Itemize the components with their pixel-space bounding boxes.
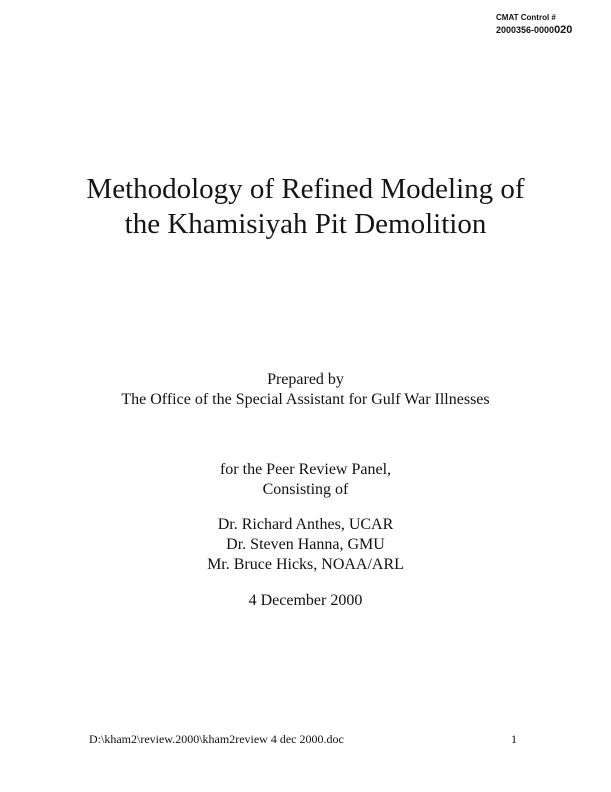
document-title xyxy=(0,172,611,242)
panel-members-list xyxy=(0,515,611,575)
document-date xyxy=(0,591,611,611)
panel-member: Dr. Richard Anthes, UCAR xyxy=(217,516,394,533)
control-number-main: 2000356-0000 xyxy=(496,25,555,35)
review-panel-line: for the Peer Review Panel, xyxy=(219,461,392,478)
preparing-office: The Office of the Special Assistant for Gulf War Illnesses xyxy=(121,391,490,408)
footer-page-number: 1 xyxy=(511,732,517,746)
review-panel-block xyxy=(0,460,611,500)
title-line-2: the Khamisiyah Pit Demolition xyxy=(124,208,487,240)
control-label: CMAT Control # xyxy=(496,13,556,22)
prepared-by-block xyxy=(0,370,611,410)
consisting-of-line: Consisting of xyxy=(262,481,349,498)
panel-member: Dr. Steven Hanna, GMU xyxy=(226,536,385,553)
prepared-by-label: Prepared by xyxy=(267,371,344,388)
footer-file-path: D:\kham2\review.2000\kham2review 4 dec 2000.doc xyxy=(89,732,344,746)
cmat-control-stamp xyxy=(496,11,572,37)
title-line-1: Methodology of Refined Modeling of xyxy=(86,173,525,205)
control-number-tail: 020 xyxy=(554,24,573,36)
panel-member: Mr. Bruce Hicks, NOAA/ARL xyxy=(207,556,404,573)
date-text: 4 December 2000 xyxy=(248,592,363,609)
control-number xyxy=(496,24,572,37)
